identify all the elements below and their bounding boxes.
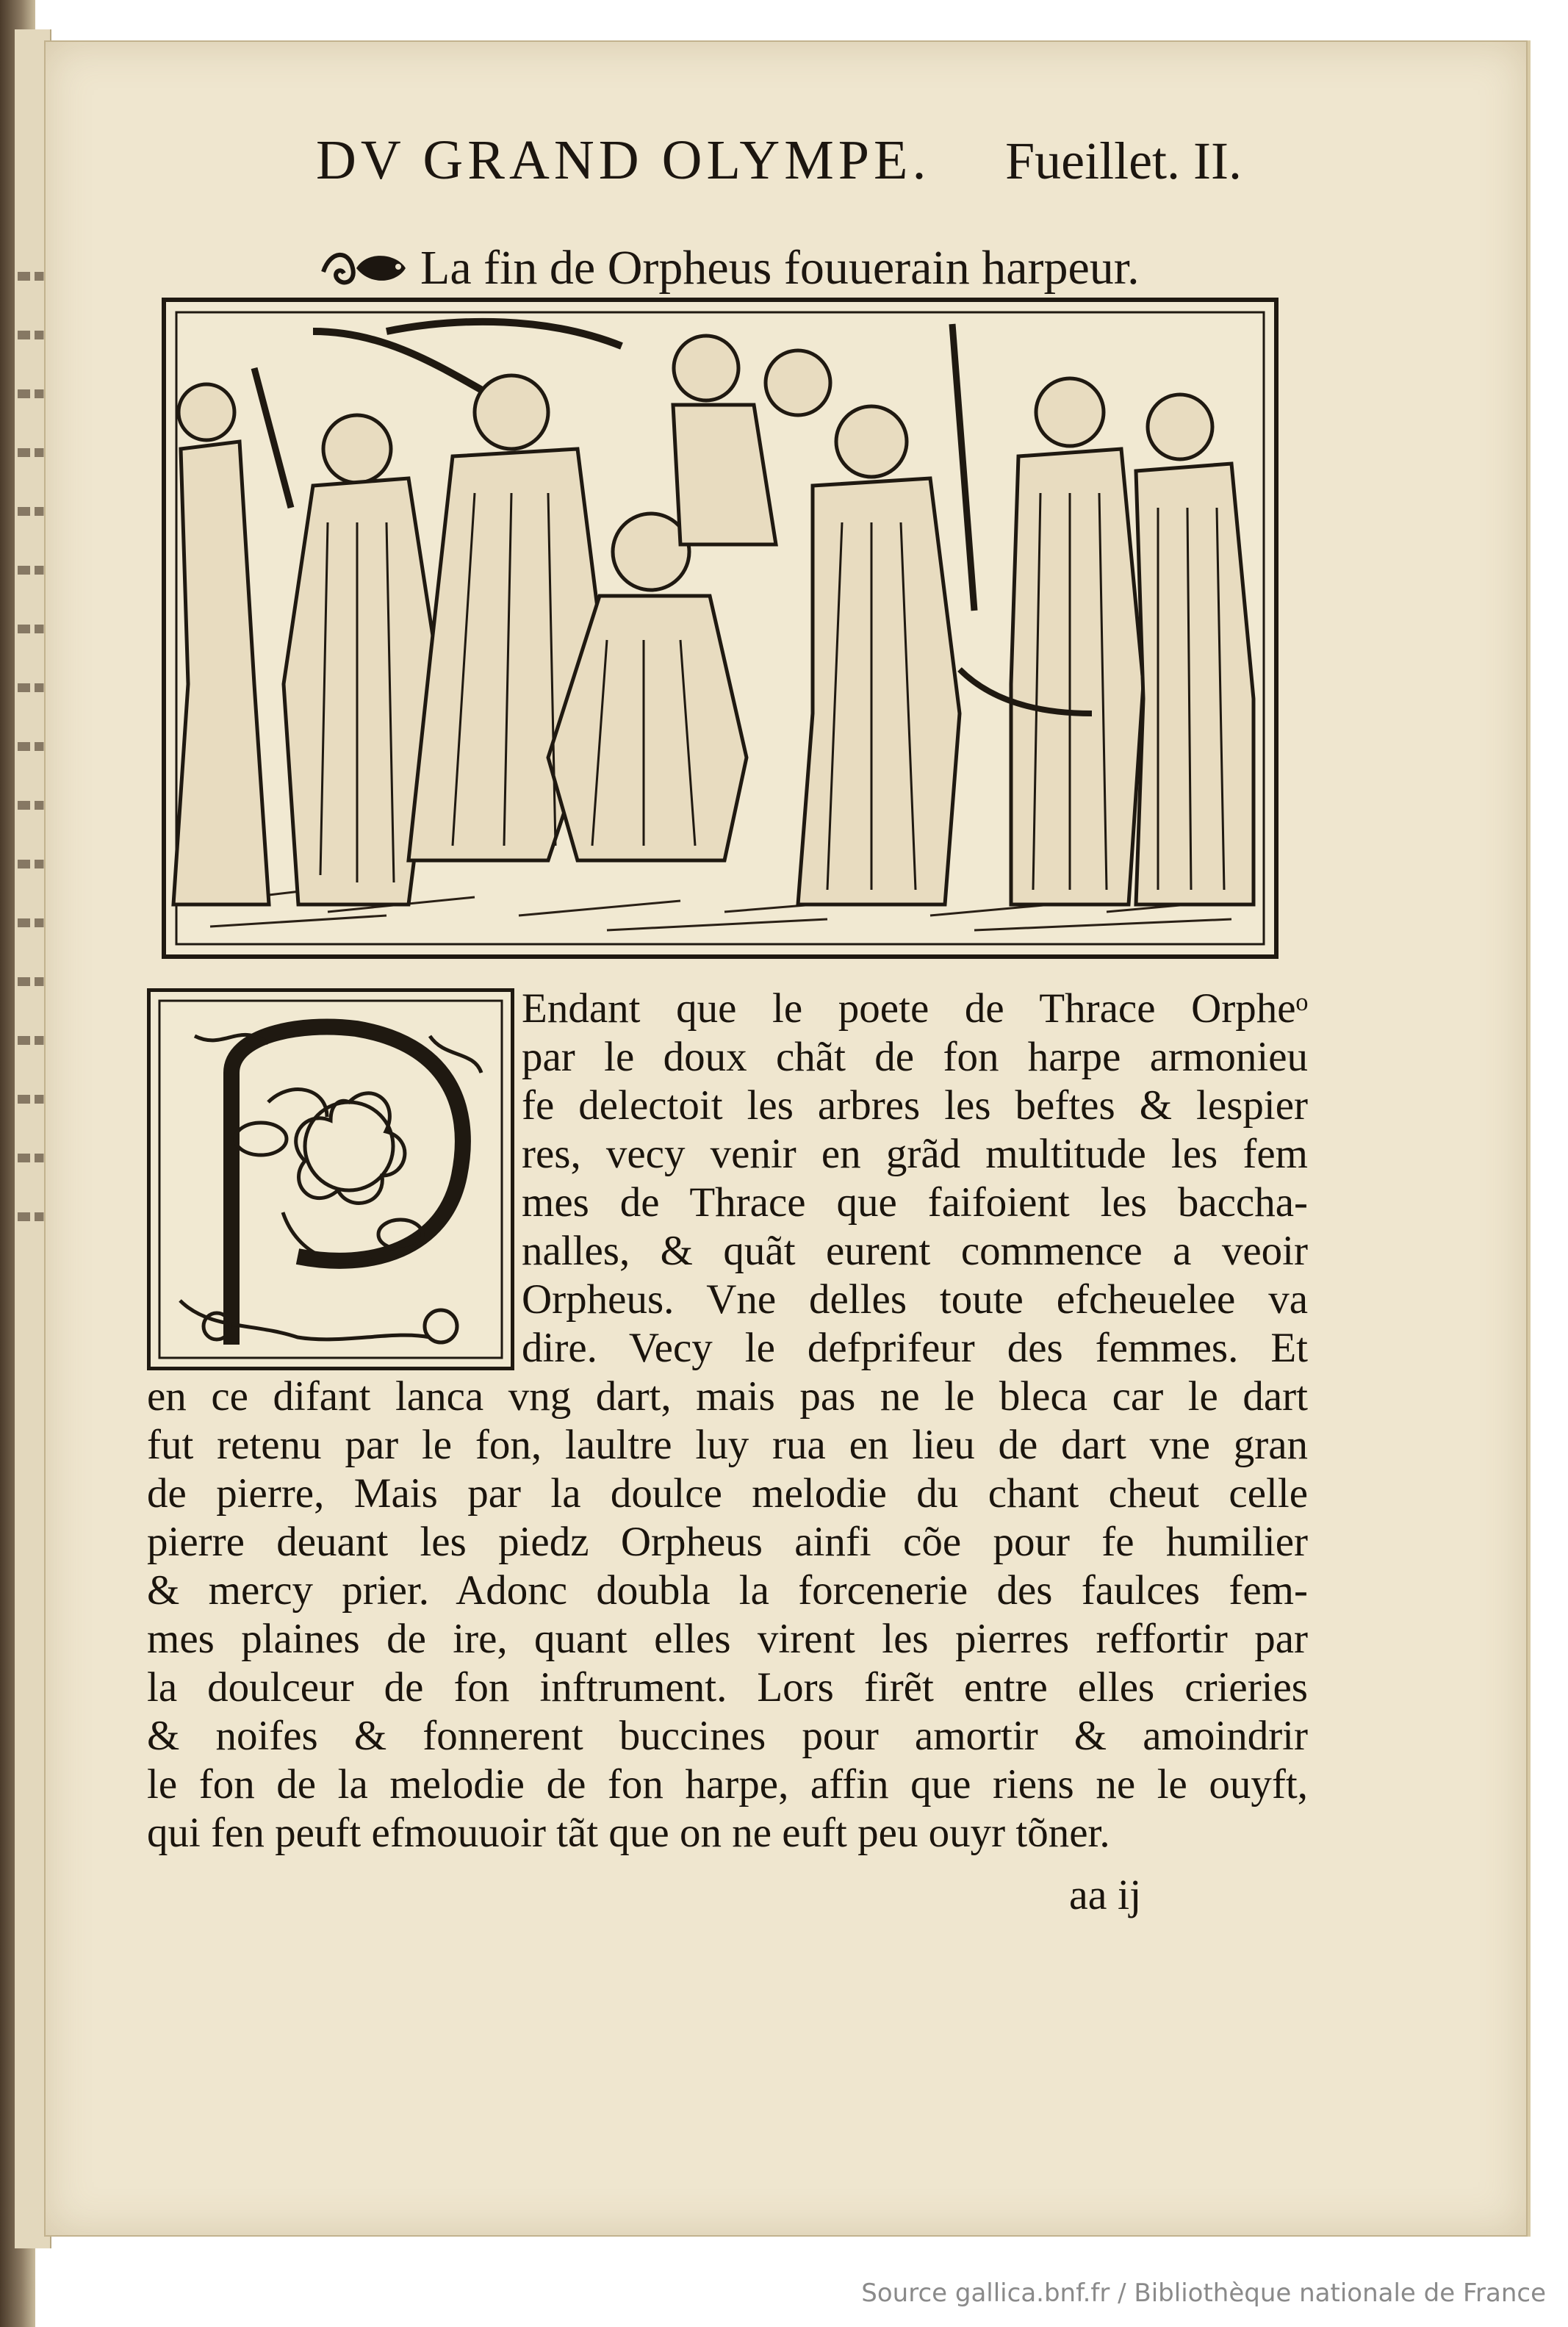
folio-number: Fueillet. II.: [1005, 132, 1242, 190]
woodcut-caption: [316, 235, 1198, 301]
body-line: le fon de la melodie de fon harpe, affin que riens ne le ouyft,: [147, 1761, 1308, 1808]
body-line: de pierre, Mais par la doulce melodie du chant cheut celle: [147, 1470, 1308, 1517]
body-line: fut retenu par le fon, laultre luy rua en lieu de dart vne gran: [147, 1422, 1308, 1468]
body-line: mes plaines de ire, quant elles virent les pierres reffortir par: [147, 1616, 1308, 1662]
body-line: & mercy prier. Adonc doubla la forcenerie des faulces fem-: [147, 1567, 1308, 1614]
body-line: Endant que le poete de Thrace Orpheᵒ: [522, 985, 1308, 1032]
body-line: res, vecy venir en grãd multitude les fem: [522, 1131, 1308, 1177]
body-line: & noifes & fonnerent buccines pour amortir & amoindrir: [147, 1713, 1308, 1759]
body-line: nalles, & quãt eurent commence a veoir: [522, 1228, 1308, 1274]
body-line: en ce difant lanca vng dart, mais pas ne le bleca car le dart: [147, 1373, 1308, 1420]
body-line: la doulceur de fon inftrument. Lors firẽt entre elles crieries: [147, 1664, 1308, 1711]
running-head: [316, 129, 1242, 217]
caption-text: La fin de Orpheus fouuerain harpeur.: [420, 241, 1140, 295]
body-line: Orpheus. Vne delles toute efcheuelee va: [522, 1276, 1308, 1323]
body-line: fe delectoit les arbres les beftes & lespier: [522, 1082, 1308, 1129]
body-line: mes de Thrace que faifoient les baccha-: [522, 1179, 1308, 1226]
body-line: qui fen peuft efmouuoir tãt que on ne euft peu ouyr tõner.: [147, 1810, 1110, 1856]
death-of-orpheus-woodcut: [162, 298, 1279, 959]
body-line: par le doux chãt de fon harpe armonieu: [522, 1034, 1308, 1080]
fleuron-ornament-icon: [316, 242, 411, 294]
source-credit: Source gallica.bnf.fr / Bibliothèque nationale de France: [861, 2279, 1546, 2308]
body-line: pierre deuant les piedz Orpheus ainfi cõe pour fe humilier: [147, 1519, 1308, 1565]
signature-mark: aa ij: [1069, 1871, 1142, 1918]
running-head-title: DV GRAND OLYMPE.: [316, 129, 931, 191]
body-line: dire. Vecy le defprifeur des femmes. Et: [522, 1325, 1308, 1371]
body-text: [147, 985, 1308, 1857]
